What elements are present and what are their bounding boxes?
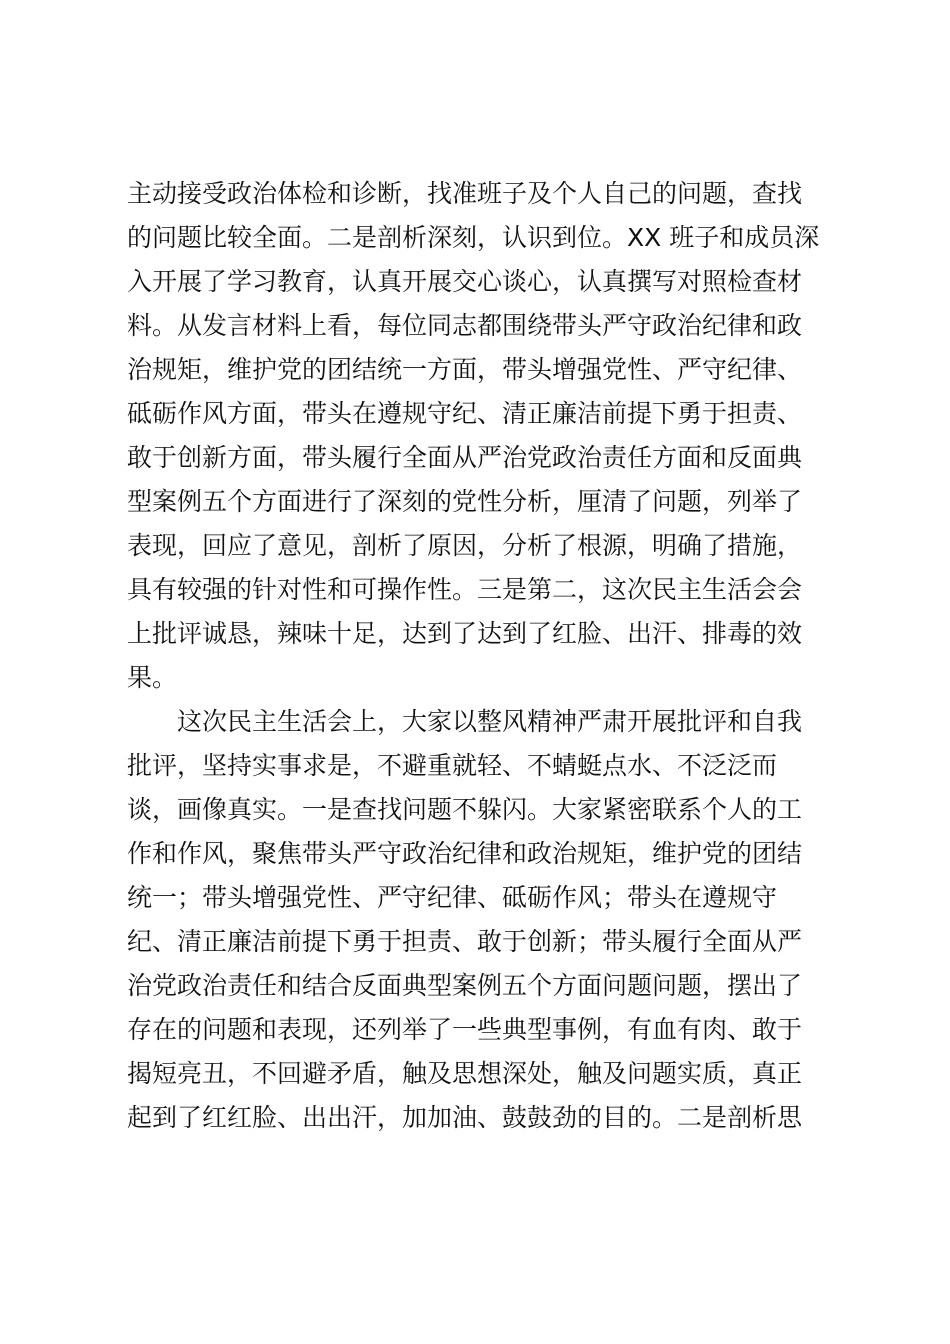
text-line: 型案例五个方面进行了深刻的党性分析，厘清了问题，列举了 [127,487,803,516]
text-line: 上批评诚恳，辣味十足，达到了达到了红脸、出汗、排毒的效 [127,619,803,648]
text-line: 表现，回应了意见，剖析了原因，分析了根源，明确了措施， [127,531,803,560]
text-line: 纪、清正廉洁前提下勇于担责、敢于创新；带头履行全面从严 [127,927,803,956]
text-line: 治党政治责任和结合反面典型案例五个方面问题问题，摆出了 [127,971,803,1000]
text-line: 主动接受政治体检和诊断，找准班子及个人自己的问题，查找 [127,179,803,208]
text-line: 批评，坚持实事求是，不避重就轻、不蜻蜓点水、不泛泛而 [127,751,778,780]
text-line: 入开展了学习教育，认真开展交心谈心，认真撰写对照检查材 [127,267,803,296]
text-line: 治规矩，维护党的团结统一方面，带头增强党性、严守纪律、 [127,355,803,384]
text-line: 揭短亮丑，不回避矛盾，触及思想深处，触及问题实质，真正 [127,1059,803,1088]
text-line: 的问题比较全面。二是剖析深刻，认识到位。XX 班子和成员深 [127,223,820,252]
text-line: 存在的问题和表现，还列举了一些典型事例，有血有肉、敢于 [127,1015,803,1044]
paragraph-first-line: 这次民主生活会上，大家以整风精神严肃开展批评和自我 [177,707,803,736]
text-line: 具有较强的针对性和可操作性。三是第二，这次民主生活会会 [127,575,803,604]
text-line: 果。 [127,663,178,692]
text-line: 作和作风，聚焦带头严守政治纪律和政治规矩，维护党的团结 [127,839,803,868]
text-line: 砥砺作风方面，带头在遵规守纪、清正廉洁前提下勇于担责、 [127,399,803,428]
body-text [127,172,827,1140]
text-line: 敢于创新方面，带头履行全面从严治党政治责任方面和反面典 [127,443,803,472]
text-line: 谈，画像真实。一是查找问题不躲闪。大家紧密联系个人的工 [127,795,803,824]
text-line: 统一；带头增强党性、严守纪律、砥砺作风；带头在遵规守 [127,883,778,912]
text-line: 起到了红红脸、出出汗，加加油、鼓鼓劲的目的。二是剖析思 [127,1103,803,1132]
text-line: 料。从发言材料上看，每位同志都围绕带头严守政治纪律和政 [127,311,803,340]
